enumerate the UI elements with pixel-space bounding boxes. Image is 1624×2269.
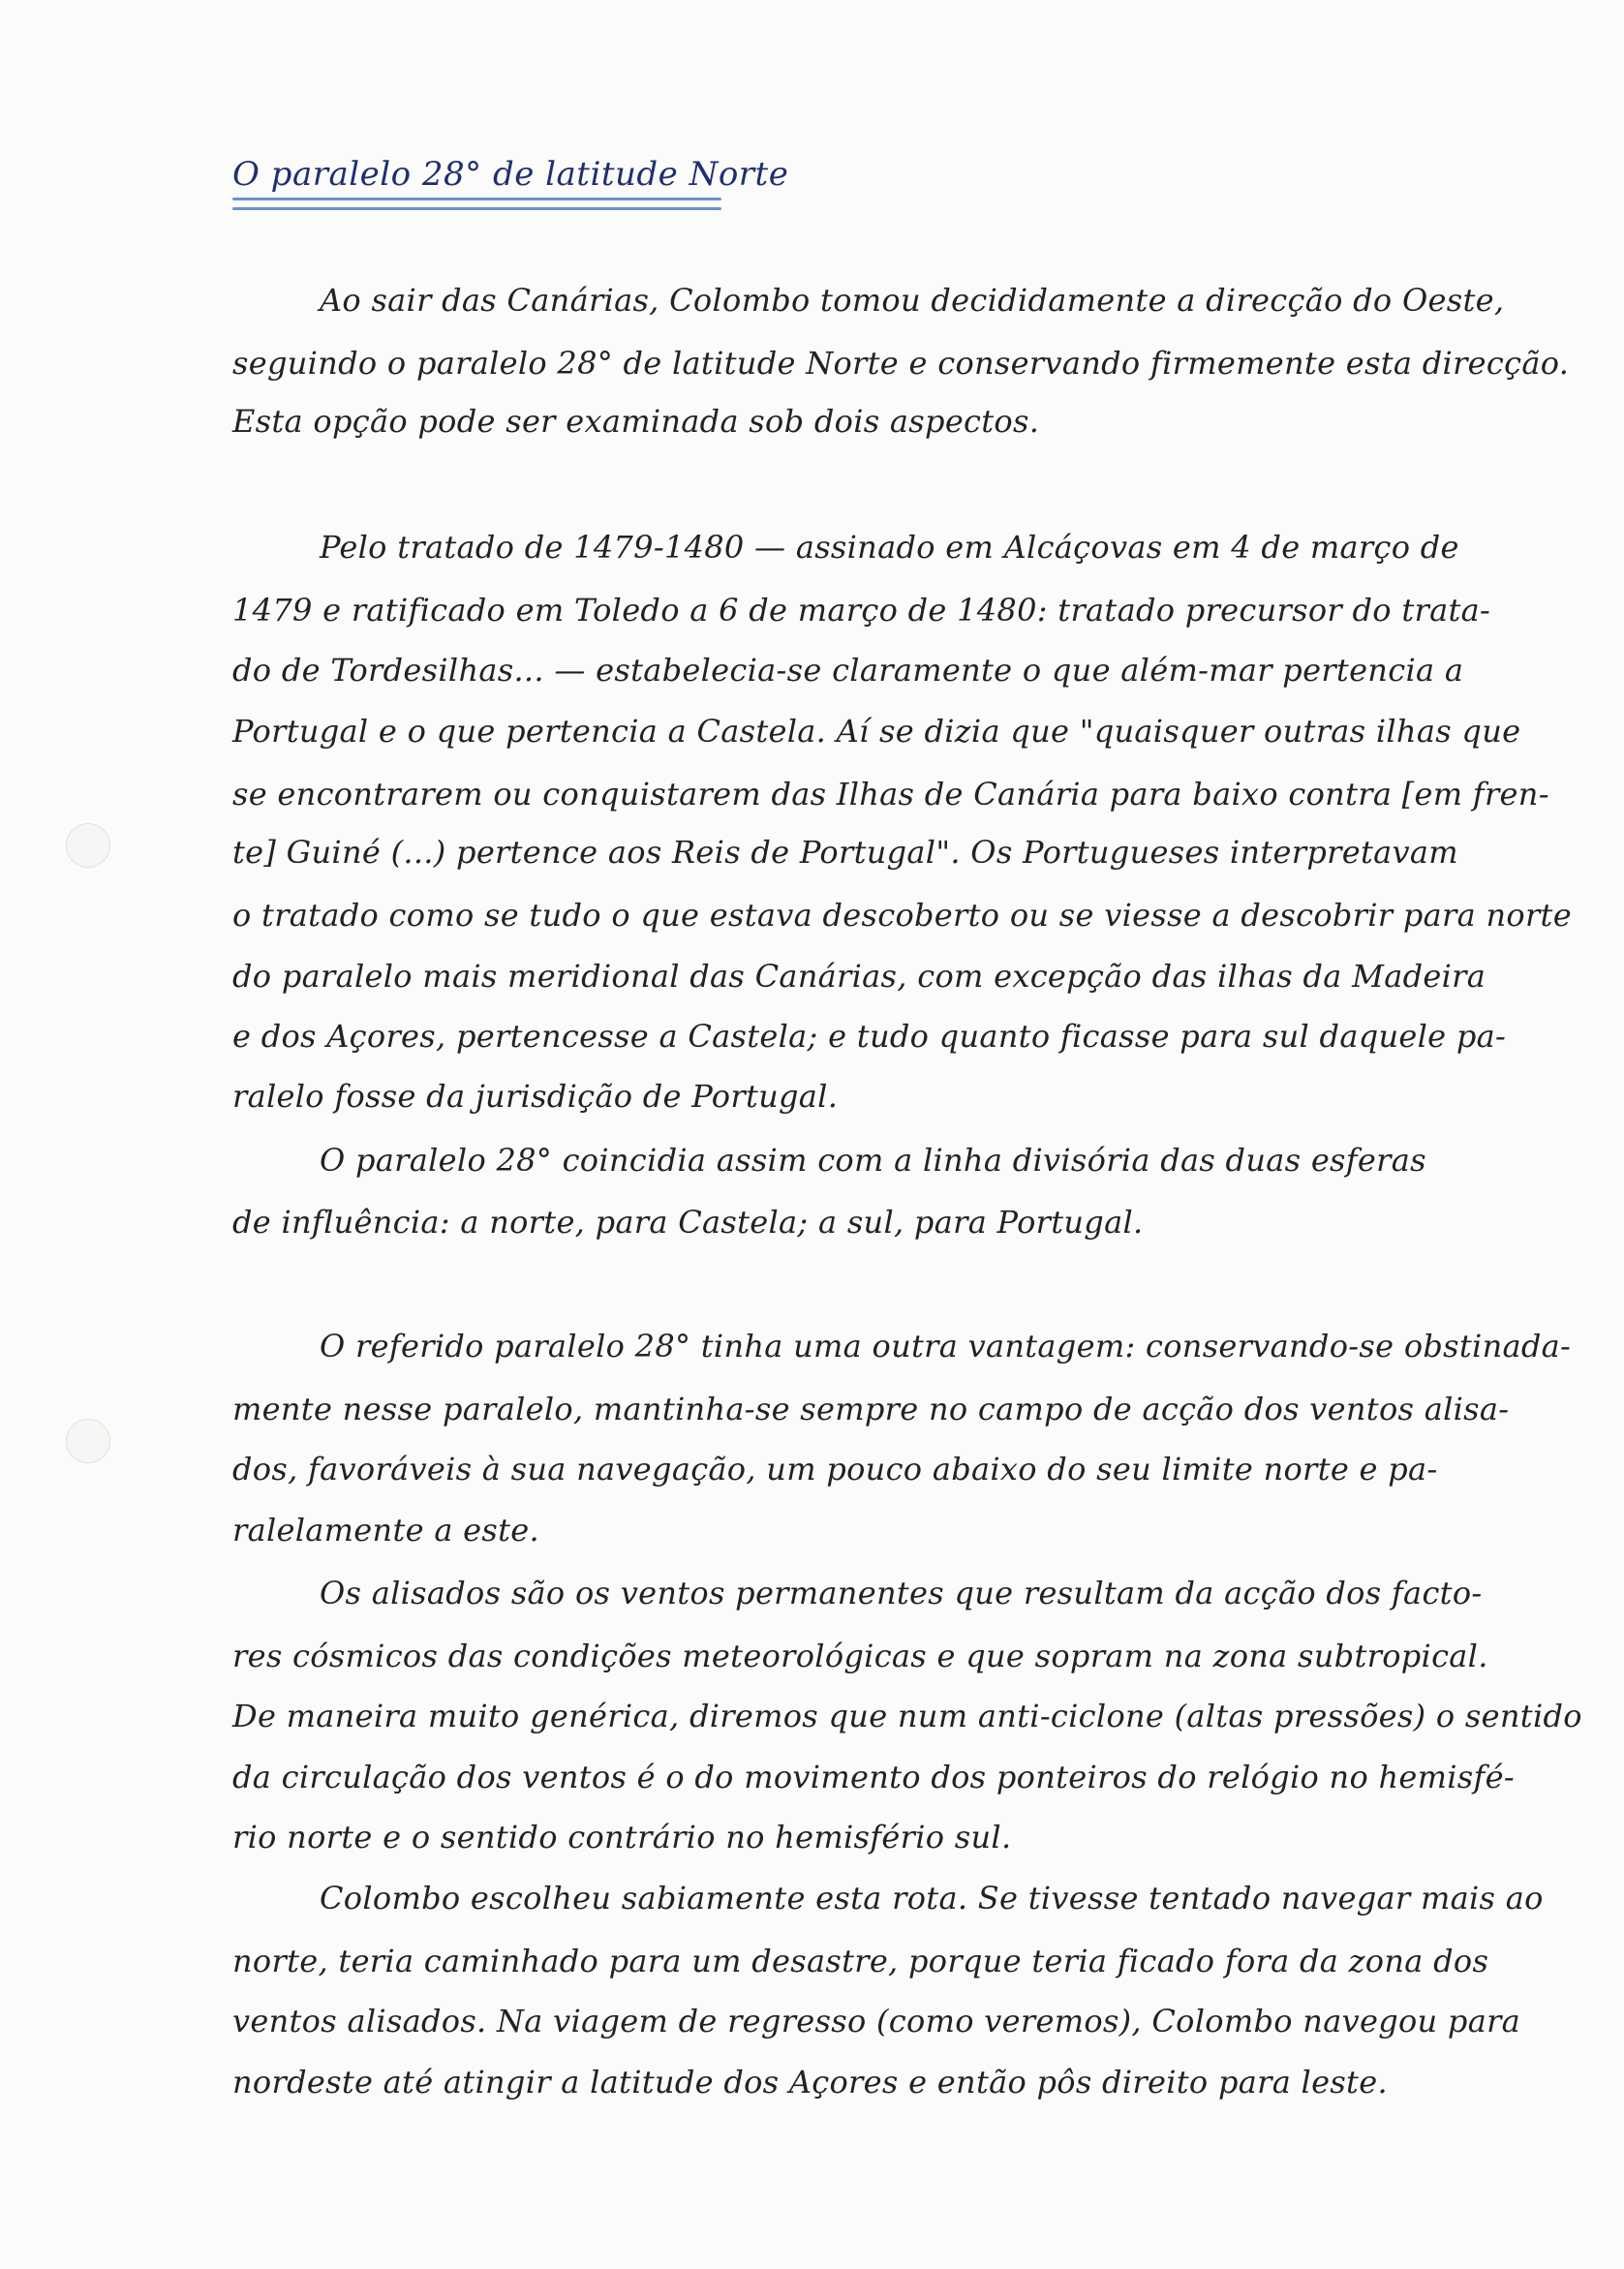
text-line: rio norte e o sentido contrário no hemisfério sul. — [232, 1819, 1012, 1855]
text-line: Portugal e o que pertencia a Castela. Aí se dizia que "quaisquer outras ilhas que — [232, 713, 1521, 750]
text-line: Esta opção pode ser examinada sob dois aspectos. — [232, 403, 1040, 440]
text-line: norte, teria caminhado para um desastre, porque teria ficado fora da zona dos — [232, 1943, 1489, 1979]
text-line: ventos alisados. Na viagem de regresso (como veremos), Colombo navegou para — [232, 2003, 1521, 2039]
text-line: do paralelo mais meridional das Canárias, com excepção das ilhas da Madeira — [232, 958, 1486, 995]
text-line: Colombo escolheu sabiamente esta rota. Se tivesse tentado navegar mais ao — [320, 1880, 1544, 1916]
title-underline — [232, 198, 721, 200]
text-line: e dos Açores, pertencesse a Castela; e tudo quanto ficasse para sul daquele pa- — [232, 1018, 1507, 1055]
page-title: O paralelo 28° de latitude Norte — [232, 155, 789, 194]
text-line: Os alisados são os ventos permanentes que resultam da acção dos facto- — [320, 1575, 1483, 1611]
text-line: 1479 e ratificado em Toledo a 6 de março de 1480: tratado precursor do trata- — [232, 592, 1491, 629]
text-line: seguindo o paralelo 28° de latitude Norte e conservando firmemente esta direcção. — [232, 345, 1570, 382]
punch-hole — [66, 1419, 110, 1463]
text-line: ralelamente a este. — [232, 1512, 539, 1548]
text-line: O paralelo 28° coincidia assim com a linha divisória das duas esferas — [320, 1142, 1426, 1179]
text-line: o tratado como se tudo o que estava descoberto ou se viesse a descobrir para norte — [232, 897, 1572, 934]
punch-hole — [66, 823, 110, 868]
title-underline — [232, 207, 721, 210]
text-line: ralelo fosse da jurisdição de Portugal. — [232, 1078, 839, 1115]
text-line: te] Guiné (...) pertence aos Reis de Portugal". Os Portugueses interpretavam — [232, 834, 1458, 871]
text-line: De maneira muito genérica, diremos que num anti-ciclone (altas pressões) o sentido — [232, 1698, 1582, 1734]
text-line: da circulação dos ventos é o do movimento dos ponteiros do relógio no hemisfé- — [232, 1759, 1516, 1795]
text-line: Ao sair das Canárias, Colombo tomou decididamente a direcção do Oeste, — [320, 282, 1505, 319]
text-line: mente nesse paralelo, mantinha-se sempre no campo de acção dos ventos alisa- — [232, 1391, 1510, 1427]
text-line: do de Tordesilhas... — estabelecia-se claramente o que além-mar pertencia a — [232, 652, 1464, 689]
text-line: res cósmicos das condições meteorológicas e que sopram na zona subtropical. — [232, 1638, 1488, 1674]
text-line: dos, favoráveis à sua navegação, um pouco abaixo do seu limite norte e pa- — [232, 1451, 1438, 1487]
text-line: nordeste até atingir a latitude dos Açores e então pôs direito para leste. — [232, 2064, 1388, 2100]
text-line: Pelo tratado de 1479-1480 — assinado em Alcáçovas em 4 de março de — [320, 529, 1459, 566]
text-line: de influência: a norte, para Castela; a sul, para Portugal. — [232, 1204, 1144, 1241]
text-line: O referido paralelo 28° tinha uma outra vantagem: conservando-se obstinada- — [320, 1328, 1572, 1364]
text-line: se encontrarem ou conquistarem das Ilhas de Canária para baixo contra [em fren- — [232, 776, 1549, 813]
